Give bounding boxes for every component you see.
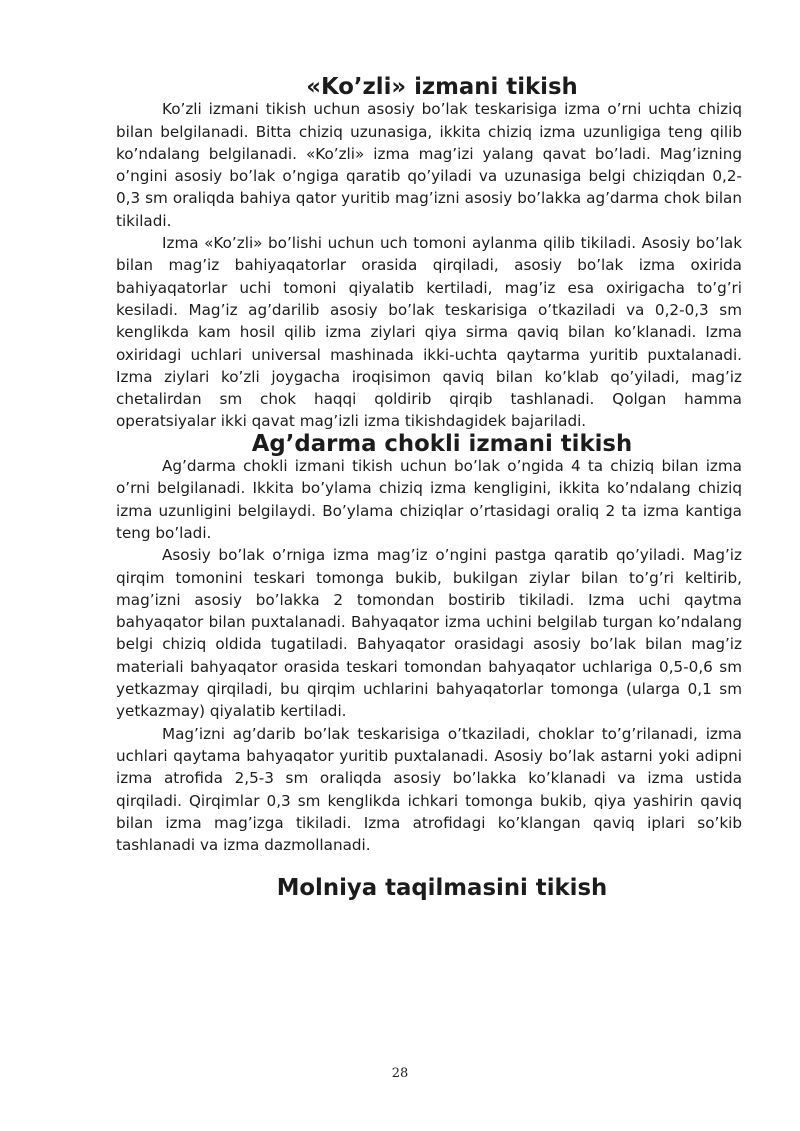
paragraph: Izma «Ko’zli» bo’lishi uchun uch tomoni aylanma qilib tikiladi. Asosiy bo’lak bilan mag’iz bahiyaqatorlar orasida qirqiladi, asosiy bo’lak izma oxirida bahiyaqatorlar uchi tomoni qiyalatib kertiladi, mag’iz esa oxirigacha to’g’ri kesiladi. Mag’iz ag’darilib asosiy bo’lak teskarisiga o’tkaziladi va 0,2-0,3 sm kenglikda kam hosil qilib izma ziylari qiya sirma qaviq bilan ko’klanadi. Izma oxiridagi uchlari universal mashinada ikki-uchta qaytarma yuritib puxtalanadi. Izma ziylari ko’zli joygacha iroqisimon qaviq bilan ko’klab qo’yiladi, mag’iz chetalirdan sm chok haqqi qoldirib qirqib tashlanadi. Qolgan hamma operatsiyalar ikki qavat mag’izli izma tikishdagidek bajariladi. [116,234,742,431]
paragraph: Ag’darma chokli izmani tikish uchun bo’lak o’ngida 4 ta chiziq bilan izma o’rni belgilanadi. Ikkita bo’ylama chiziq izma kengligini, ikkita ko’ndalang chiziq izma uzunligini belgilaydi. Bo’ylama chiziqlar o’rtasidagi oraliq 2 ta izma kantiga teng bo’ladi. [116,457,742,542]
page-number: 28 [391,1066,409,1081]
section-heading-agdarma-chokli-izma: Ag’darma chokli izmani tikish [251,430,633,457]
section-spacer [116,856,742,877]
paragraph: Ko’zli izmani tikish uchun asosiy bo’lak teskarisiga izma o’rni uchta chiziq bilan belgilanadi. Bitta chiziq uzunasiga, ikkita chiziq izma uzunligiga teng qilib ko’ndalang belgilanadi. «Ko’zli» izma mag’izi yalang qavat bo’ladi. Mag’izning o’ngini asosiy bo’lak o’ngiga qaratib qo’yiladi va uzunasiga belgi chiziqdan 0,2-0,3 sm oraliqda bahiya qator yuritib mag’izni asosiy bo’lakka ag’darma chok bilan tikiladi. [116,100,742,230]
section-heading-molniya-taqilmasi: Molniya taqilmasini tikish [276,875,608,902]
paragraph: Mag’izni ag’darib bo’lak teskarisiga o’tkaziladi, choklar to’g’rilanadi, izma uchlari qaytama bahyaqator yuritib puxtalanadi. Asosiy bo’lak astarni yoki adipni izma atrofida 2,5-3 sm oraliqda asosiy bo’lakka ko’klanadi va izma ustida qirqiladi. Qirqimlar 0,3 sm kenglikda ichkari tomonga bukib, qiya yashirin qaviq bilan izma mag’izga tikiladi. Izma atrofidagi ko’klangan qaviq iplari so’kib tashlanadi va izma dazmollanadi. [116,724,742,855]
document-page [116,76,742,900]
paragraph: Asosiy bo’lak o’rniga izma mag’iz o’ngini pastga qaratib qo’yiladi. Mag’iz qirqim tomonini teskari tomonga bukib, bukilgan ziylar bilan to’g’ri keltirib, mag’izni asosiy bo’lakka 2 tomondan bostirib tikiladi. Izma uchi qaytma bahyaqator bilan puxtalanadi. Bahyaqator izma uchini belgilab turgan ko’ndalang belgi chiziq oldida tugatiladi. Bahyaqator orasidagi asosiy bo’lak bilan mag’iz materiali bahyaqator orasida teskari tomondan bahyaqator uchlariga 0,5-0,6 sm yetkazmay qirqiladi, bu qirqim uchlarini bahyaqatorlar tomonga (ularga 0,1 sm yetkazmay) qiyalatib kertiladi. [116,546,742,721]
section-heading-kozli-izma: «Ko’zli» izmani tikish [306,74,578,100]
